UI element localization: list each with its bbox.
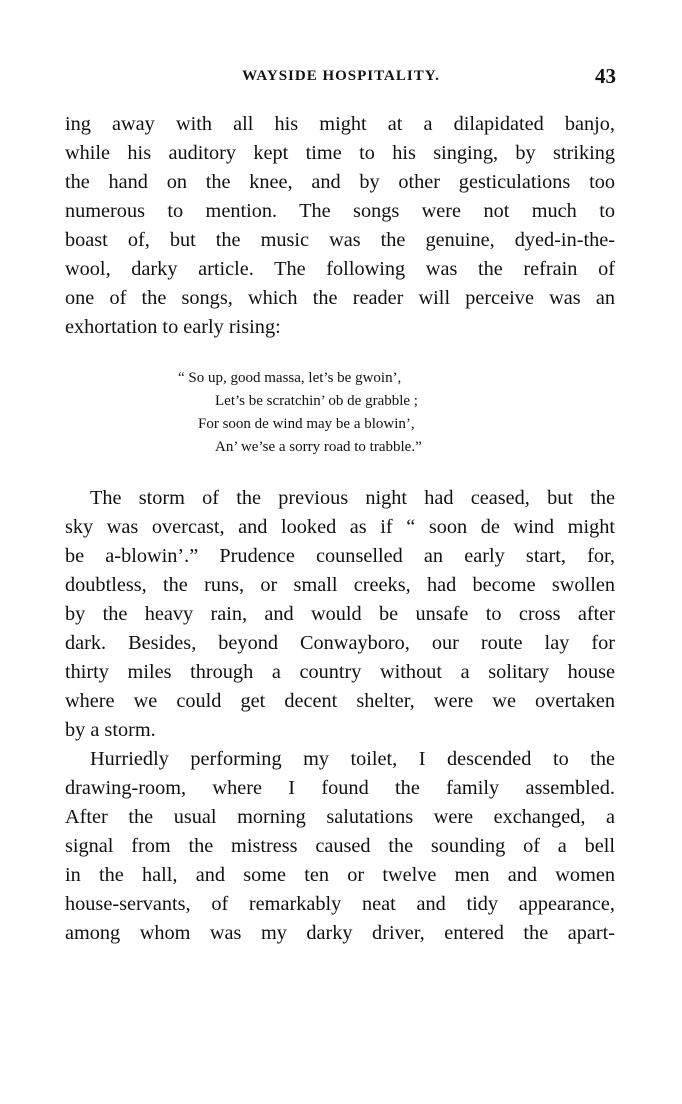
- text-line: the hand on the knee, and by other gesticulations too: [65, 171, 615, 193]
- text-line: drawing-room, where I found the family assembled.: [65, 777, 615, 799]
- text-line: dark. Besides, beyond Conwayboro, our route lay for: [65, 632, 615, 654]
- text-line: among whom was my darky driver, entered the apart-: [65, 922, 615, 944]
- text-line: wool, darky article. The following was the refrain of: [65, 258, 615, 280]
- text-line: by a storm.: [65, 719, 156, 741]
- text-line: After the usual morning salutations were exchanged, a: [65, 806, 615, 828]
- text-line: thirty miles through a country without a solitary house: [65, 661, 615, 683]
- text-line: sky was overcast, and looked as if “ soon de wind might: [65, 516, 615, 538]
- page-number: 43: [595, 64, 616, 88]
- verse-line: Let’s be scratchin’ ob de grabble ;: [215, 393, 418, 409]
- text-line: one of the songs, which the reader will perceive was an: [65, 287, 615, 309]
- text-line: doubtless, the runs, or small creeks, had become swollen: [65, 574, 615, 596]
- text-line: numerous to mention. The songs were not much to: [65, 200, 615, 222]
- text-line: Hurriedly performing my toilet, I descended to the: [90, 748, 615, 770]
- running-title: WAYSIDE HOSPITALITY.: [242, 68, 440, 84]
- verse-line: An’ we’se a sorry road to trabble.”: [215, 439, 422, 455]
- verse-line: For soon de wind may be a blowin’,: [198, 416, 415, 432]
- text-line: ing away with all his might at a dilapidated banjo,: [65, 113, 615, 135]
- text-line: by the heavy rain, and would be unsafe to cross after: [65, 603, 615, 625]
- text-line: exhortation to early rising:: [65, 316, 281, 338]
- text-line: The storm of the previous night had ceased, but the: [90, 487, 615, 509]
- running-head: [0, 64, 682, 92]
- text-line: house-servants, of remarkably neat and tidy appearance,: [65, 893, 615, 915]
- text-line: be a-blowin’.” Prudence counselled an early start, for,: [65, 545, 615, 567]
- text-line: boast of, but the music was the genuine, dyed-in-the-: [65, 229, 615, 251]
- verse-line: “ So up, good massa, let’s be gwoin’,: [178, 370, 402, 386]
- text-line: in the hall, and some ten or twelve men and women: [65, 864, 615, 886]
- text-line: signal from the mistress caused the sounding of a bell: [65, 835, 615, 857]
- text-line: while his auditory kept time to his singing, by striking: [65, 142, 615, 164]
- text-line: where we could get decent shelter, were we overtaken: [65, 690, 615, 712]
